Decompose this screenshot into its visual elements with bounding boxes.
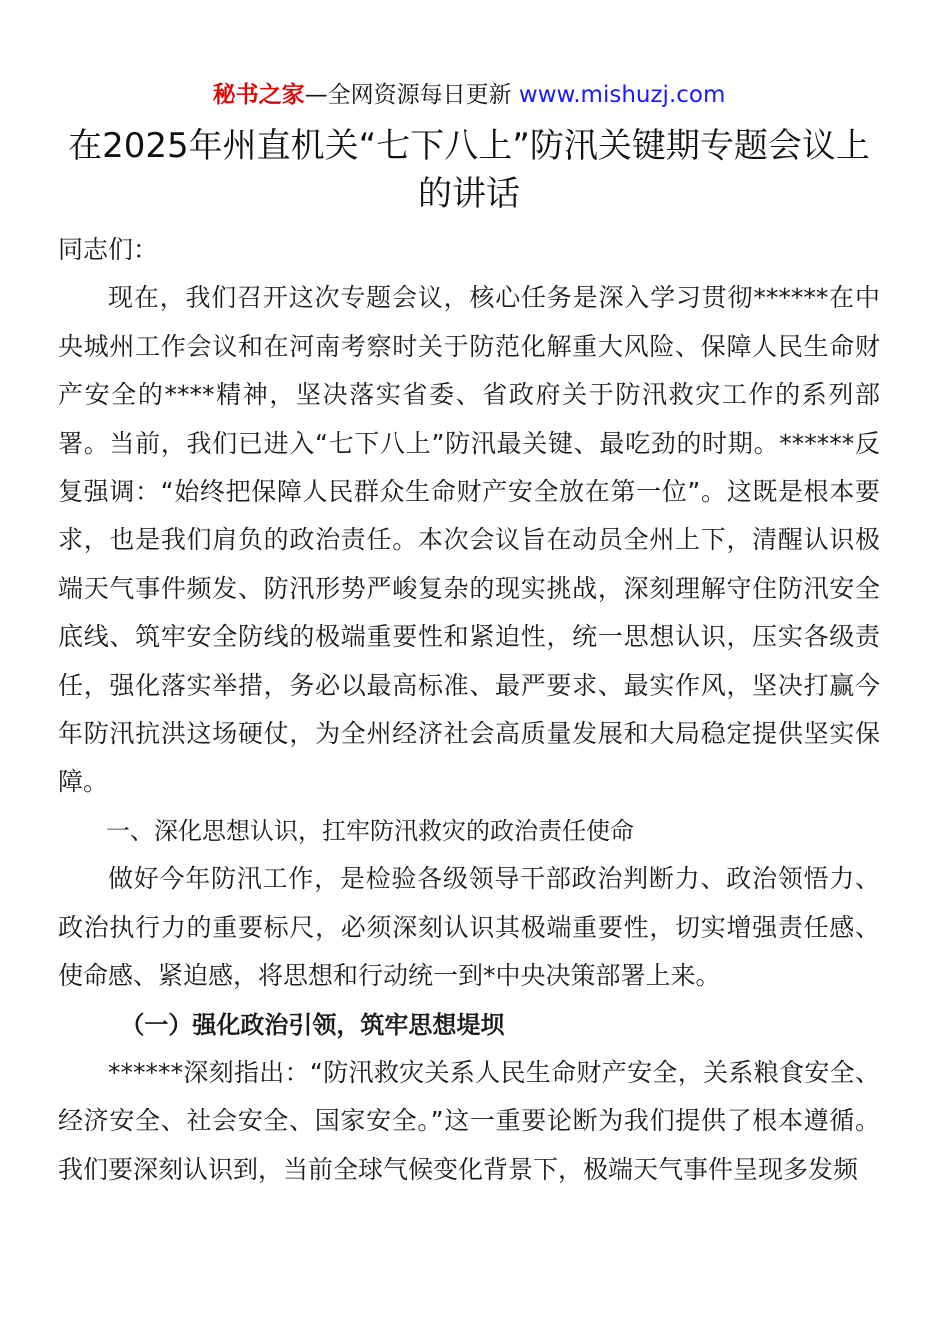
body-paragraph: ******深刻指出：“防汛救灾关系人民生命财产安全，关系粮食安全、经济安全、社会安全、国家安全。”这一重要论断为我们提供了根本遵循。我们要深刻认识到，当前全球气候变化背景下，极端天气事件呈现多发频 (58, 1057, 880, 1184)
section-heading: 一、深化思想认识，扛牢防汛救灾的政治责任使命 (106, 816, 634, 845)
body-paragraph: 现在，我们召开这次专题会议，核心任务是深入学习贯彻******在中央城州工作会议和在河南考察时关于防范化解重大风险、保障人民生命财产安全的****精神，坚决落实省委、省政府关于防汛救灾工作的系列部署。当前，我们已进入“七下八上”防汛最关键、最吃劲的时期。******反复强调：“始终把保障人民群众生命财产安全放在第一位”。这既是根本要求，也是我们肩负的政治责任。本次会议旨在动员全州上下，清醒认识极端天气事件频发、防汛形势严峻复杂的现实挑战，深刻理解守住防汛安全底线、筑牢安全防线的极端重要性和紧迫性，统一思想认识，压实各级责任，强化落实举措，务必以最高标准、最严要求、最实作风，坚决打赢今年防汛抗洪这场硬仗，为全州经济社会高质量发展和大局稳定提供坚实保障。 (58, 283, 880, 797)
body-paragraph: 做好今年防汛工作，是检验各级领导干部政治判断力、政治领悟力、政治执行力的重要标尺，必须深刻认识其极端重要性，切实增强责任感、使命感、紧迫感，将思想和行动统一到*中央决策部署上来。 (58, 864, 880, 991)
salutation: 同志们： (58, 235, 159, 264)
header-tagline: —全网资源每日更新 (304, 82, 512, 108)
website-link[interactable]: www.mishuzj.com (518, 82, 726, 108)
document-body (58, 226, 880, 1194)
subsection-heading: （一）强化政治引领，筑牢思想堤坝 (120, 1010, 505, 1039)
document-title: 在2025年州直机关“七下八上”防汛关键期专题会议上的讲话 (68, 126, 870, 214)
brand-name: 秘书之家 (212, 82, 305, 108)
site-header (58, 78, 880, 112)
